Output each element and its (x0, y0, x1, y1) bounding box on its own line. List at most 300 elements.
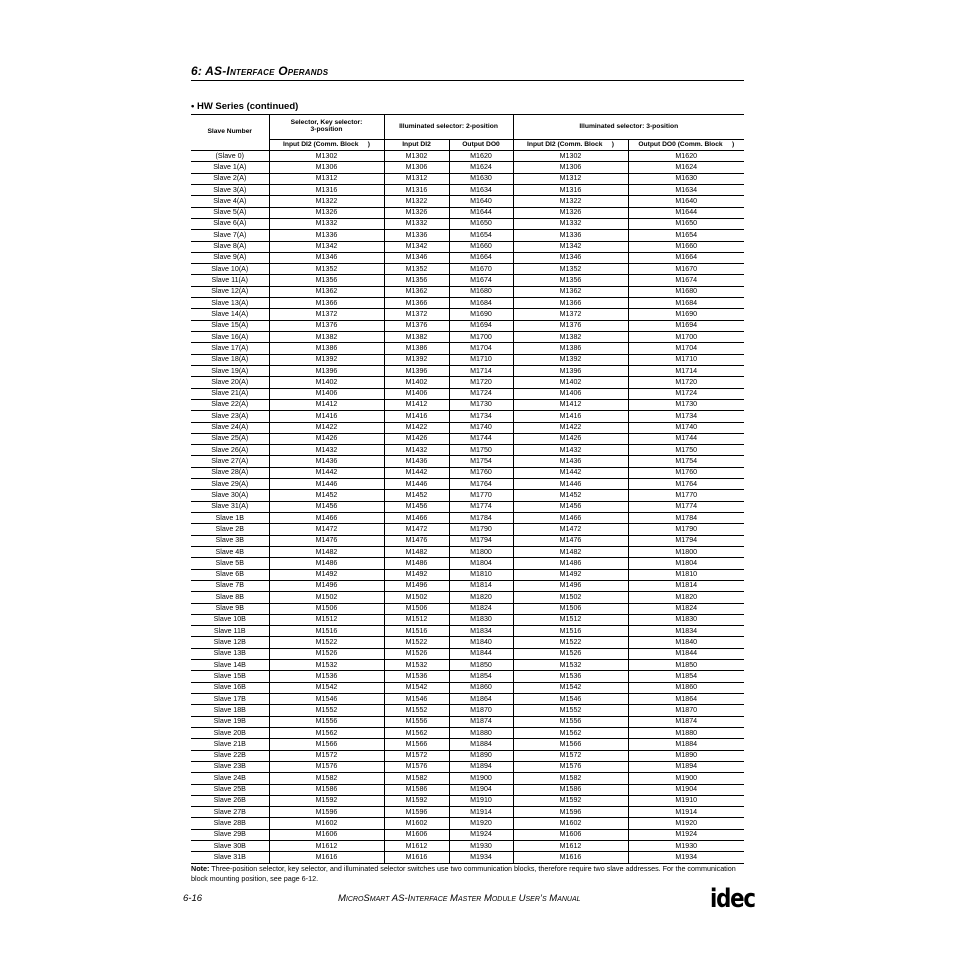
slave-cell: Slave 9B (191, 603, 269, 614)
operand-cell: M1694 (449, 320, 513, 331)
slave-cell: Slave 19(A) (191, 365, 269, 376)
operand-cell: M1496 (513, 580, 628, 591)
operand-cell: M1456 (384, 501, 449, 512)
operand-cell: M1602 (513, 818, 628, 829)
operand-cell: M1630 (449, 173, 513, 184)
table-row (191, 784, 744, 795)
operand-cell: M1432 (513, 445, 628, 456)
operand-cell: M1616 (513, 852, 628, 863)
subheader-input-di2-comm-3pos: Input DI2 (Comm. Block ) (513, 140, 628, 151)
slave-cell: Slave 2(A) (191, 173, 269, 184)
operand-cell: M1562 (384, 727, 449, 738)
table-row (191, 852, 744, 863)
operand-cell: M1436 (513, 456, 628, 467)
slave-cell: Slave 12(A) (191, 286, 269, 297)
operand-cell: M1416 (384, 411, 449, 422)
table-row (191, 705, 744, 716)
col-header-illuminated-3pos: Illuminated selector: 3-position (513, 115, 744, 140)
operand-cell: M1416 (269, 411, 384, 422)
table-row (191, 501, 744, 512)
table-row (191, 275, 744, 286)
operand-cell: M1810 (449, 569, 513, 580)
idec-logo: idec (710, 884, 755, 914)
operand-cell: M1880 (628, 727, 744, 738)
operand-cell: M1536 (384, 671, 449, 682)
operand-cell: M1342 (384, 241, 449, 252)
operand-cell: M1372 (269, 309, 384, 320)
table-row (191, 490, 744, 501)
slave-cell: Slave 1B (191, 513, 269, 524)
operand-cell: M1322 (384, 196, 449, 207)
table-row (191, 411, 744, 422)
table-row (191, 479, 744, 490)
operand-cell: M1552 (269, 705, 384, 716)
operand-cell: M1542 (269, 682, 384, 693)
slave-cell: Slave 13B (191, 648, 269, 659)
operand-cell: M1810 (628, 569, 744, 580)
operand-cell: M1356 (269, 275, 384, 286)
operand-cell: M1442 (269, 467, 384, 478)
operand-cell: M1456 (513, 501, 628, 512)
slave-cell: Slave 18B (191, 705, 269, 716)
operand-cell: M1770 (449, 490, 513, 501)
operand-cell: M1486 (384, 558, 449, 569)
operand-cell: M1764 (628, 479, 744, 490)
operand-cell: M1694 (628, 320, 744, 331)
operand-cell: M1332 (513, 218, 628, 229)
operand-cell: M1306 (513, 162, 628, 173)
operands-table (191, 114, 744, 864)
operand-cell: M1332 (269, 218, 384, 229)
operand-cell: M1854 (449, 671, 513, 682)
operand-cell: M1592 (384, 795, 449, 806)
operand-cell: M1910 (628, 795, 744, 806)
operand-cell: M1456 (269, 501, 384, 512)
operand-cell: M1396 (513, 365, 628, 376)
operand-cell: M1386 (384, 343, 449, 354)
operand-cell: M1814 (628, 580, 744, 591)
operand-cell: M1720 (449, 377, 513, 388)
operand-cell: M1710 (449, 354, 513, 365)
operand-cell: M1680 (628, 286, 744, 297)
table-body (191, 151, 744, 864)
slave-cell: Slave 4B (191, 546, 269, 557)
slave-cell: Slave 6(A) (191, 218, 269, 229)
slave-cell: Slave 16(A) (191, 332, 269, 343)
operand-cell: M1552 (513, 705, 628, 716)
operand-cell: M1894 (449, 761, 513, 772)
operand-cell: M1874 (449, 716, 513, 727)
operand-cell: M1596 (513, 807, 628, 818)
operand-cell: M1616 (269, 852, 384, 863)
operand-cell: M1522 (269, 637, 384, 648)
operand-cell: M1790 (449, 524, 513, 535)
operand-cell: M1566 (513, 739, 628, 750)
operand-cell: M1426 (513, 433, 628, 444)
operand-cell: M1526 (513, 648, 628, 659)
operand-cell: M1720 (628, 377, 744, 388)
operand-cell: M1512 (384, 614, 449, 625)
operand-cell: M1880 (449, 727, 513, 738)
operand-cell: M1432 (384, 445, 449, 456)
operand-cell: M1346 (384, 252, 449, 263)
operand-cell: M1824 (449, 603, 513, 614)
operand-cell: M1744 (628, 433, 744, 444)
slave-cell: Slave 28B (191, 818, 269, 829)
operand-cell: M1850 (449, 660, 513, 671)
operand-cell: M1794 (628, 535, 744, 546)
operand-cell: M1566 (384, 739, 449, 750)
operand-cell: M1396 (384, 365, 449, 376)
operand-cell: M1760 (449, 467, 513, 478)
operand-cell: M1904 (449, 784, 513, 795)
operand-cell: M1864 (449, 694, 513, 705)
operand-cell: M1492 (384, 569, 449, 580)
table-row (191, 580, 744, 591)
operand-cell: M1904 (628, 784, 744, 795)
subheader-output-do0: Output DO0 (449, 140, 513, 151)
operand-cell: M1924 (449, 829, 513, 840)
operand-cell: M1586 (269, 784, 384, 795)
operand-cell: M1730 (449, 399, 513, 410)
slave-cell: Slave 27(A) (191, 456, 269, 467)
operand-cell: M1624 (449, 162, 513, 173)
operand-cell: M1392 (269, 354, 384, 365)
slave-cell: Slave 17B (191, 694, 269, 705)
operand-cell: M1754 (449, 456, 513, 467)
operand-cell: M1890 (628, 750, 744, 761)
operand-cell: M1900 (449, 773, 513, 784)
operand-cell: M1352 (384, 264, 449, 275)
operand-cell: M1402 (384, 377, 449, 388)
operand-cell: M1704 (628, 343, 744, 354)
operand-cell: M1312 (513, 173, 628, 184)
operand-cell: M1302 (513, 151, 628, 162)
operand-cell: M1750 (628, 445, 744, 456)
operand-cell: M1432 (269, 445, 384, 456)
operand-cell: M1342 (513, 241, 628, 252)
operand-cell: M1800 (628, 546, 744, 557)
operand-cell: M1596 (269, 807, 384, 818)
operand-cell: M1654 (628, 230, 744, 241)
operand-cell: M1834 (449, 626, 513, 637)
table-row (191, 807, 744, 818)
operand-cell: M1894 (628, 761, 744, 772)
operand-cell: M1546 (513, 694, 628, 705)
col-header-key-selector: Selector, Key selector: 3-position (269, 115, 384, 140)
operand-cell: M1834 (628, 626, 744, 637)
table-row (191, 230, 744, 241)
operand-cell: M1800 (449, 546, 513, 557)
operand-cell: M1506 (269, 603, 384, 614)
slave-cell: Slave 24(A) (191, 422, 269, 433)
operand-cell: M1312 (384, 173, 449, 184)
operand-cell: M1914 (628, 807, 744, 818)
operand-cell: M1486 (513, 558, 628, 569)
operand-cell: M1680 (449, 286, 513, 297)
operand-cell: M1336 (513, 230, 628, 241)
operand-cell: M1412 (513, 399, 628, 410)
subheader-input-di2: Input DI2 (384, 140, 449, 151)
operand-cell: M1406 (269, 388, 384, 399)
table-row (191, 660, 744, 671)
table-row (191, 716, 744, 727)
operand-cell: M1322 (513, 196, 628, 207)
operand-cell: M1734 (449, 411, 513, 422)
table-row (191, 558, 744, 569)
slave-cell: Slave 30B (191, 841, 269, 852)
operand-cell: M1704 (449, 343, 513, 354)
operand-cell: M1356 (384, 275, 449, 286)
operand-cell: M1426 (269, 433, 384, 444)
operand-cell: M1592 (513, 795, 628, 806)
chapter-title: 6: AS-Interface Operands (191, 64, 329, 78)
slave-cell: Slave 30(A) (191, 490, 269, 501)
slave-cell: Slave 20(A) (191, 377, 269, 388)
table-row (191, 399, 744, 410)
operand-cell: M1516 (513, 626, 628, 637)
operand-cell: M1606 (269, 829, 384, 840)
operand-cell: M1476 (269, 535, 384, 546)
operand-cell: M1650 (449, 218, 513, 229)
operand-cell: M1466 (269, 513, 384, 524)
operand-cell: M1446 (384, 479, 449, 490)
table-row (191, 694, 744, 705)
operand-cell: M1306 (269, 162, 384, 173)
operand-cell: M1482 (384, 546, 449, 557)
table-row (191, 377, 744, 388)
table-row (191, 445, 744, 456)
operand-cell: M1402 (269, 377, 384, 388)
operand-cell: M1634 (449, 184, 513, 195)
operand-cell: M1532 (513, 660, 628, 671)
col-header-slave-number: Slave Number (191, 115, 269, 151)
table-row (191, 750, 744, 761)
slave-cell: Slave 23(A) (191, 411, 269, 422)
operand-cell: M1316 (384, 184, 449, 195)
operand-cell: M1794 (449, 535, 513, 546)
table-row (191, 196, 744, 207)
operand-cell: M1602 (269, 818, 384, 829)
operand-cell: M1502 (384, 592, 449, 603)
operand-cell: M1536 (513, 671, 628, 682)
table-row (191, 829, 744, 840)
slave-cell: Slave 11(A) (191, 275, 269, 286)
operand-cell: M1486 (269, 558, 384, 569)
operand-cell: M1492 (269, 569, 384, 580)
operand-cell: M1362 (384, 286, 449, 297)
slave-cell: Slave 18(A) (191, 354, 269, 365)
operand-cell: M1452 (384, 490, 449, 501)
operand-cell: M1804 (628, 558, 744, 569)
operand-cell: M1754 (628, 456, 744, 467)
operand-cell: M1714 (628, 365, 744, 376)
operand-cell: M1612 (269, 841, 384, 852)
operand-cell: M1674 (628, 275, 744, 286)
slave-cell: Slave 29(A) (191, 479, 269, 490)
operand-cell: M1760 (628, 467, 744, 478)
operand-cell: M1764 (449, 479, 513, 490)
operand-cell: M1406 (384, 388, 449, 399)
operand-cell: M1536 (269, 671, 384, 682)
operand-cell: M1532 (269, 660, 384, 671)
table-row (191, 761, 744, 772)
operand-cell: M1512 (269, 614, 384, 625)
operand-cell: M1352 (269, 264, 384, 275)
slave-cell: Slave 12B (191, 637, 269, 648)
operand-cell: M1830 (449, 614, 513, 625)
operand-cell: M1660 (628, 241, 744, 252)
slave-cell: Slave 5(A) (191, 207, 269, 218)
operand-cell: M1346 (269, 252, 384, 263)
table-row (191, 739, 744, 750)
page-number: 6-16 (183, 893, 203, 904)
operand-cell: M1386 (513, 343, 628, 354)
table-row (191, 671, 744, 682)
operand-cell: M1382 (513, 332, 628, 343)
operand-cell: M1620 (628, 151, 744, 162)
operand-cell: M1572 (384, 750, 449, 761)
operand-cell: M1690 (449, 309, 513, 320)
operand-cell: M1576 (513, 761, 628, 772)
operand-cell: M1352 (513, 264, 628, 275)
operand-cell: M1586 (384, 784, 449, 795)
operand-cell: M1566 (269, 739, 384, 750)
operand-cell: M1820 (449, 592, 513, 603)
slave-cell: (Slave 0) (191, 151, 269, 162)
operand-cell: M1372 (384, 309, 449, 320)
operand-cell: M1556 (269, 716, 384, 727)
operand-cell: M1910 (449, 795, 513, 806)
operand-cell: M1684 (449, 298, 513, 309)
operand-cell: M1854 (628, 671, 744, 682)
table-row (191, 682, 744, 693)
operand-cell: M1392 (384, 354, 449, 365)
operand-cell: M1392 (513, 354, 628, 365)
operand-cell: M1770 (628, 490, 744, 501)
operand-cell: M1422 (269, 422, 384, 433)
slave-cell: Slave 13(A) (191, 298, 269, 309)
slave-cell: Slave 15B (191, 671, 269, 682)
operand-cell: M1890 (449, 750, 513, 761)
operand-cell: M1316 (269, 184, 384, 195)
table-row (191, 841, 744, 852)
slave-cell: Slave 11B (191, 626, 269, 637)
footnote (191, 864, 744, 885)
slave-cell: Slave 15(A) (191, 320, 269, 331)
operand-cell: M1442 (384, 467, 449, 478)
operand-cell: M1592 (269, 795, 384, 806)
operand-cell: M1606 (384, 829, 449, 840)
slave-cell: Slave 8(A) (191, 241, 269, 252)
operand-cell: M1496 (384, 580, 449, 591)
section-heading: • HW Series (continued) (191, 101, 299, 112)
table-row (191, 354, 744, 365)
operand-cell: M1844 (449, 648, 513, 659)
operand-cell: M1366 (384, 298, 449, 309)
table-row (191, 456, 744, 467)
operand-cell: M1406 (513, 388, 628, 399)
operand-cell: M1502 (269, 592, 384, 603)
operand-cell: M1306 (384, 162, 449, 173)
operand-cell: M1326 (384, 207, 449, 218)
operand-cell: M1526 (269, 648, 384, 659)
operand-cell: M1522 (513, 637, 628, 648)
operand-cell: M1924 (628, 829, 744, 840)
slave-cell: Slave 14B (191, 660, 269, 671)
operand-cell: M1612 (384, 841, 449, 852)
operand-cell: M1322 (269, 196, 384, 207)
operand-cell: M1466 (384, 513, 449, 524)
operand-cell: M1830 (628, 614, 744, 625)
operand-cell: M1326 (513, 207, 628, 218)
slave-cell: Slave 23B (191, 761, 269, 772)
operand-cell: M1864 (628, 694, 744, 705)
operand-cell: M1660 (449, 241, 513, 252)
operand-cell: M1740 (628, 422, 744, 433)
slave-cell: Slave 26B (191, 795, 269, 806)
operand-cell: M1336 (269, 230, 384, 241)
operand-cell: M1452 (269, 490, 384, 501)
operand-cell: M1784 (628, 513, 744, 524)
operand-cell: M1664 (628, 252, 744, 263)
operand-cell: M1482 (513, 546, 628, 557)
operand-cell: M1774 (628, 501, 744, 512)
slave-cell: Slave 28(A) (191, 467, 269, 478)
table-row (191, 524, 744, 535)
operand-cell: M1366 (269, 298, 384, 309)
table-row (191, 173, 744, 184)
operand-cell: M1552 (384, 705, 449, 716)
slave-cell: Slave 2B (191, 524, 269, 535)
subheader-input-di2-comm: Input DI2 (Comm. Block ) (269, 140, 384, 151)
operand-cell: M1546 (384, 694, 449, 705)
operand-cell: M1326 (269, 207, 384, 218)
operand-cell: M1542 (513, 682, 628, 693)
operand-cell: M1562 (269, 727, 384, 738)
note-text: Three-position selector, key selector, and illuminated selector switches use two communication blocks, therefore require two slave addresses. For the communication block mounting position, see page 6-12. (191, 864, 736, 884)
table-row (191, 727, 744, 738)
operand-cell: M1790 (628, 524, 744, 535)
slave-cell: Slave 3B (191, 535, 269, 546)
operand-cell: M1934 (628, 852, 744, 863)
operand-cell: M1860 (628, 682, 744, 693)
table-row (191, 151, 744, 162)
operand-cell: M1382 (384, 332, 449, 343)
operand-cell: M1774 (449, 501, 513, 512)
operand-cell: M1302 (269, 151, 384, 162)
table-row (191, 467, 744, 478)
operand-cell: M1582 (513, 773, 628, 784)
operand-cell: M1582 (384, 773, 449, 784)
operand-cell: M1920 (449, 818, 513, 829)
slave-cell: Slave 20B (191, 727, 269, 738)
slave-cell: Slave 26(A) (191, 445, 269, 456)
operand-cell: M1850 (628, 660, 744, 671)
operand-cell: M1506 (513, 603, 628, 614)
slave-cell: Slave 14(A) (191, 309, 269, 320)
slave-cell: Slave 17(A) (191, 343, 269, 354)
table-row (191, 569, 744, 580)
operand-cell: M1362 (269, 286, 384, 297)
operand-cell: M1804 (449, 558, 513, 569)
operand-cell: M1724 (628, 388, 744, 399)
slave-cell: Slave 22B (191, 750, 269, 761)
operand-cell: M1572 (513, 750, 628, 761)
operand-cell: M1472 (513, 524, 628, 535)
operand-cell: M1476 (513, 535, 628, 546)
slave-cell: Slave 27B (191, 807, 269, 818)
